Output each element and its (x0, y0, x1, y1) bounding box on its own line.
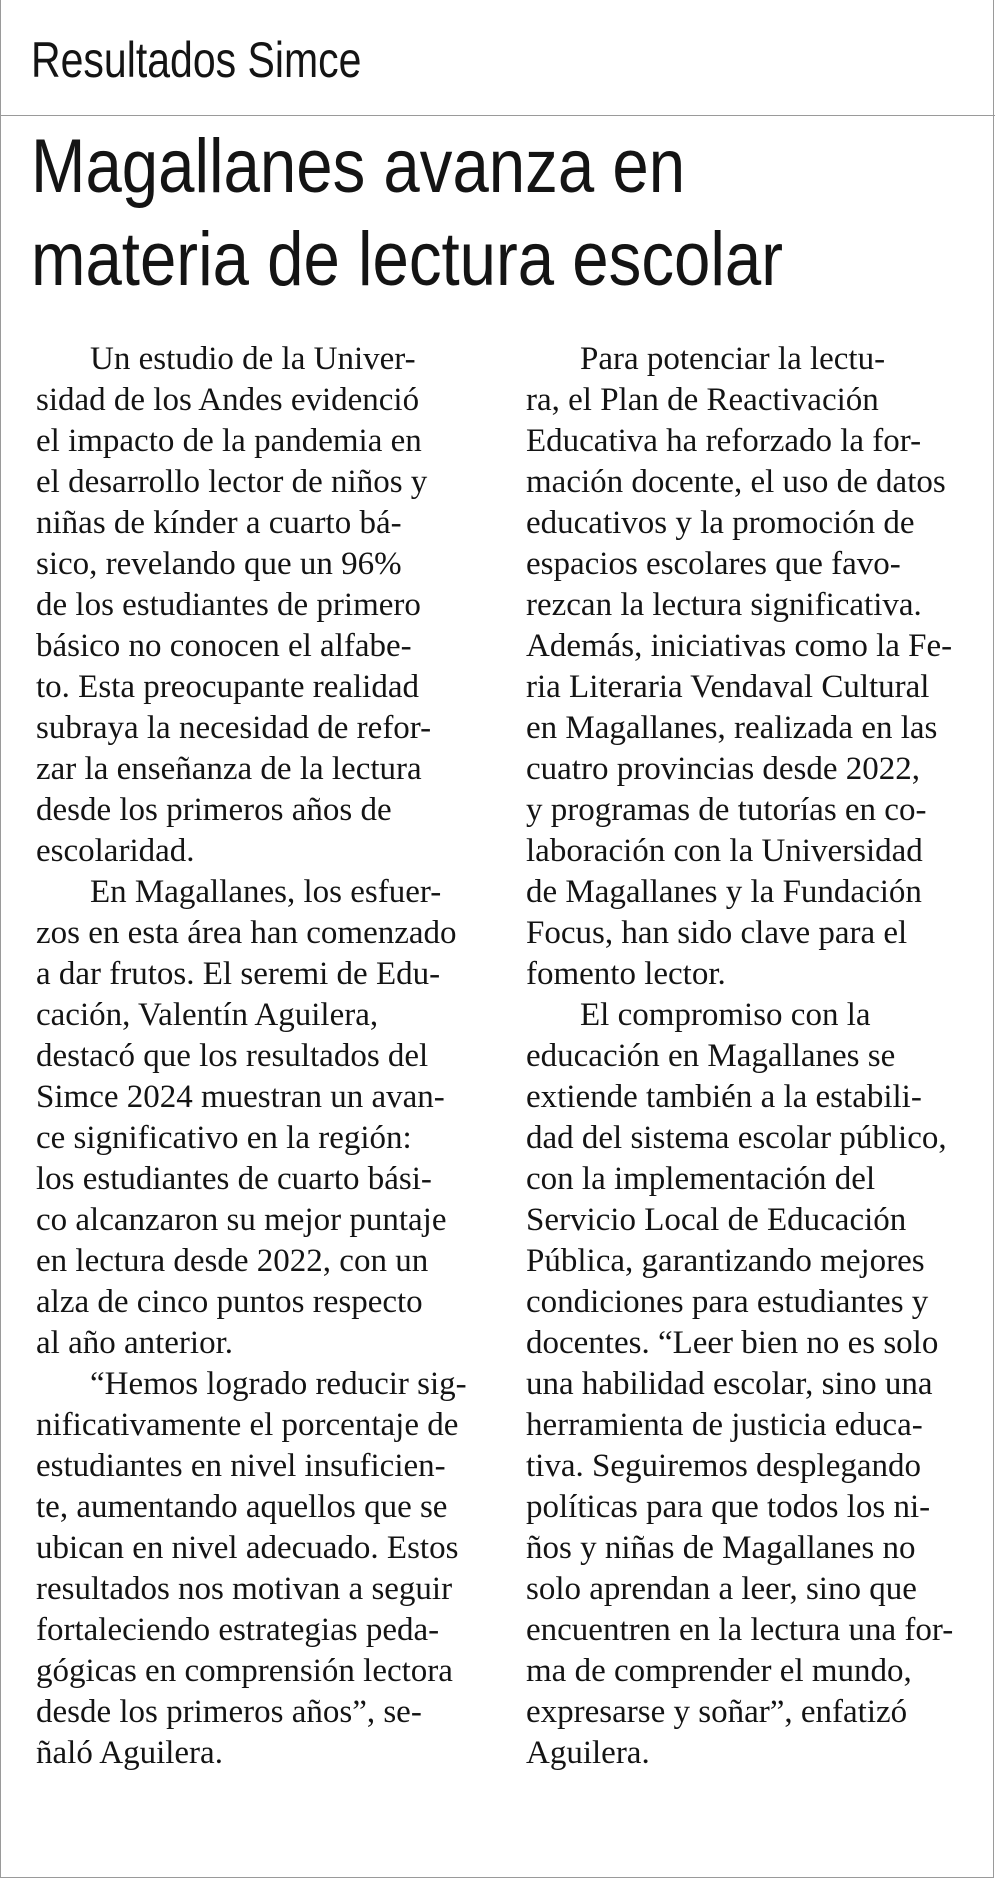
body-text-line: ra, el Plan de Reactivación (526, 382, 879, 418)
headline-line: materia de lectura escolar (31, 217, 784, 302)
body-text-line: niñas de kínder a cuarto bá- (36, 505, 402, 541)
body-text-line: desde los primeros años”, se- (36, 1694, 422, 1730)
body-text-line: zos en esta área han comenzado (36, 915, 457, 951)
body-text-line: destacó que los resultados del (36, 1038, 429, 1074)
body-text-line: de Magallanes y la Fundación (526, 874, 922, 910)
body-text-line: de los estudiantes de primero (36, 587, 421, 623)
body-text-line: encuentren en la lectura una for- (526, 1612, 954, 1648)
body-text-line: educativos y la promoción de (526, 505, 915, 541)
body-text-line: resultados nos motivan a seguir (36, 1571, 453, 1607)
body-text-line: en Magallanes, realizada en las (526, 710, 938, 746)
body-text-line: desde los primeros años de (36, 792, 392, 828)
body-text-line: extiende también a la estabili- (526, 1079, 922, 1115)
body-text-line: mación docente, el uso de datos (526, 464, 946, 500)
body-text-line: cación, Valentín Aguilera, (36, 997, 379, 1033)
body-text-line: expresarse y soñar”, enfatizó (526, 1694, 908, 1730)
body-text-line: espacios escolares que favo- (526, 546, 901, 582)
section-kicker: Resultados Simce (31, 32, 362, 88)
body-text-line: to. Esta preocupante realidad (36, 669, 419, 705)
body-text-line: El compromiso con la (580, 997, 871, 1033)
body-text-line: Aguilera. (526, 1735, 650, 1771)
body-text-line: nificativamente el porcentaje de (36, 1407, 459, 1443)
body-text-line: estudiantes en nivel insuficien- (36, 1448, 446, 1484)
body-text-line: los estudiantes de cuarto bási- (36, 1161, 432, 1197)
body-text-line: Pública, garantizando mejores (526, 1243, 925, 1279)
body-text-line: ubican en nivel adecuado. Estos (36, 1530, 459, 1566)
right-column (526, 339, 961, 1774)
header-divider (1, 115, 995, 116)
body-text-line: fortaleciendo estrategias peda- (36, 1612, 440, 1648)
body-text-line: rezcan la lectura significativa. (526, 587, 922, 623)
body-text-line: y programas de tutorías en co- (526, 792, 927, 828)
body-text-line: Para potenciar la lectu- (580, 341, 886, 377)
body-text-line: fomento lector. (526, 956, 726, 992)
body-text-line: Simce 2024 muestran un avan- (36, 1079, 445, 1115)
body-text-line: Un estudio de la Univer- (90, 341, 416, 377)
body-text-line: ñaló Aguilera. (36, 1735, 223, 1771)
body-text-line: escolaridad. (36, 833, 195, 869)
body-text-line: cuatro provincias desde 2022, (526, 751, 921, 787)
body-text-line: dad del sistema escolar público, (526, 1120, 947, 1156)
body-text-line: ños y niñas de Magallanes no (526, 1530, 916, 1566)
body-text-line: Educativa ha reforzado la for- (526, 423, 922, 459)
body-text-line: gógicas en comprensión lectora (36, 1653, 453, 1689)
body-text-line: a dar frutos. El seremi de Edu- (36, 956, 441, 992)
body-text-line: te, aumentando aquellos que se (36, 1489, 448, 1525)
body-text-line: con la implementación del (526, 1161, 876, 1197)
body-text-line: al año anterior. (36, 1325, 234, 1361)
body-text-line: el desarrollo lector de niños y (36, 464, 428, 500)
body-text-line: una habilidad escolar, sino una (526, 1366, 933, 1402)
body-text-line: Servicio Local de Educación (526, 1202, 907, 1238)
body-text-line: ma de comprender el mundo, (526, 1653, 912, 1689)
body-text-line: básico no conocen el alfabe- (36, 628, 412, 664)
headline-line: Magallanes avanza en (31, 124, 686, 209)
body-text-line: políticas para que todos los ni- (526, 1489, 931, 1525)
left-column (36, 339, 471, 1774)
body-text-line: zar la enseñanza de la lectura (36, 751, 422, 787)
body-text-line: herramienta de justicia educa- (526, 1407, 923, 1443)
body-text-line: tiva. Seguiremos desplegando (526, 1448, 922, 1484)
body-text-line: sidad de los Andes evidenció (36, 382, 420, 418)
body-text-line: sico, revelando que un 96% (36, 546, 402, 582)
body-text-line: co alcanzaron su mejor puntaje (36, 1202, 447, 1238)
body-text-line: laboración con la Universidad (526, 833, 923, 869)
body-text-line: “Hemos logrado reducir sig- (90, 1366, 467, 1402)
body-text-line: educación en Magallanes se (526, 1038, 896, 1074)
body-text-line: el impacto de la pandemia en (36, 423, 422, 459)
body-text-line: subraya la necesidad de refor- (36, 710, 432, 746)
body-text-line: solo aprendan a leer, sino que (526, 1571, 917, 1607)
body-text-line: ria Literaria Vendaval Cultural (526, 669, 930, 705)
headline (31, 120, 783, 306)
body-text-line: En Magallanes, los esfuer- (90, 874, 442, 910)
body-text-line: Además, iniciativas como la Fe- (526, 628, 953, 664)
body-text-line: docentes. “Leer bien no es solo (526, 1325, 939, 1361)
body-text-line: ce significativo en la región: (36, 1120, 412, 1156)
body-text-line: en lectura desde 2022, con un (36, 1243, 429, 1279)
body-text-line: alza de cinco puntos respecto (36, 1284, 423, 1320)
body-text-line: condiciones para estudiantes y (526, 1284, 929, 1320)
body-text-line: Focus, han sido clave para el (526, 915, 908, 951)
